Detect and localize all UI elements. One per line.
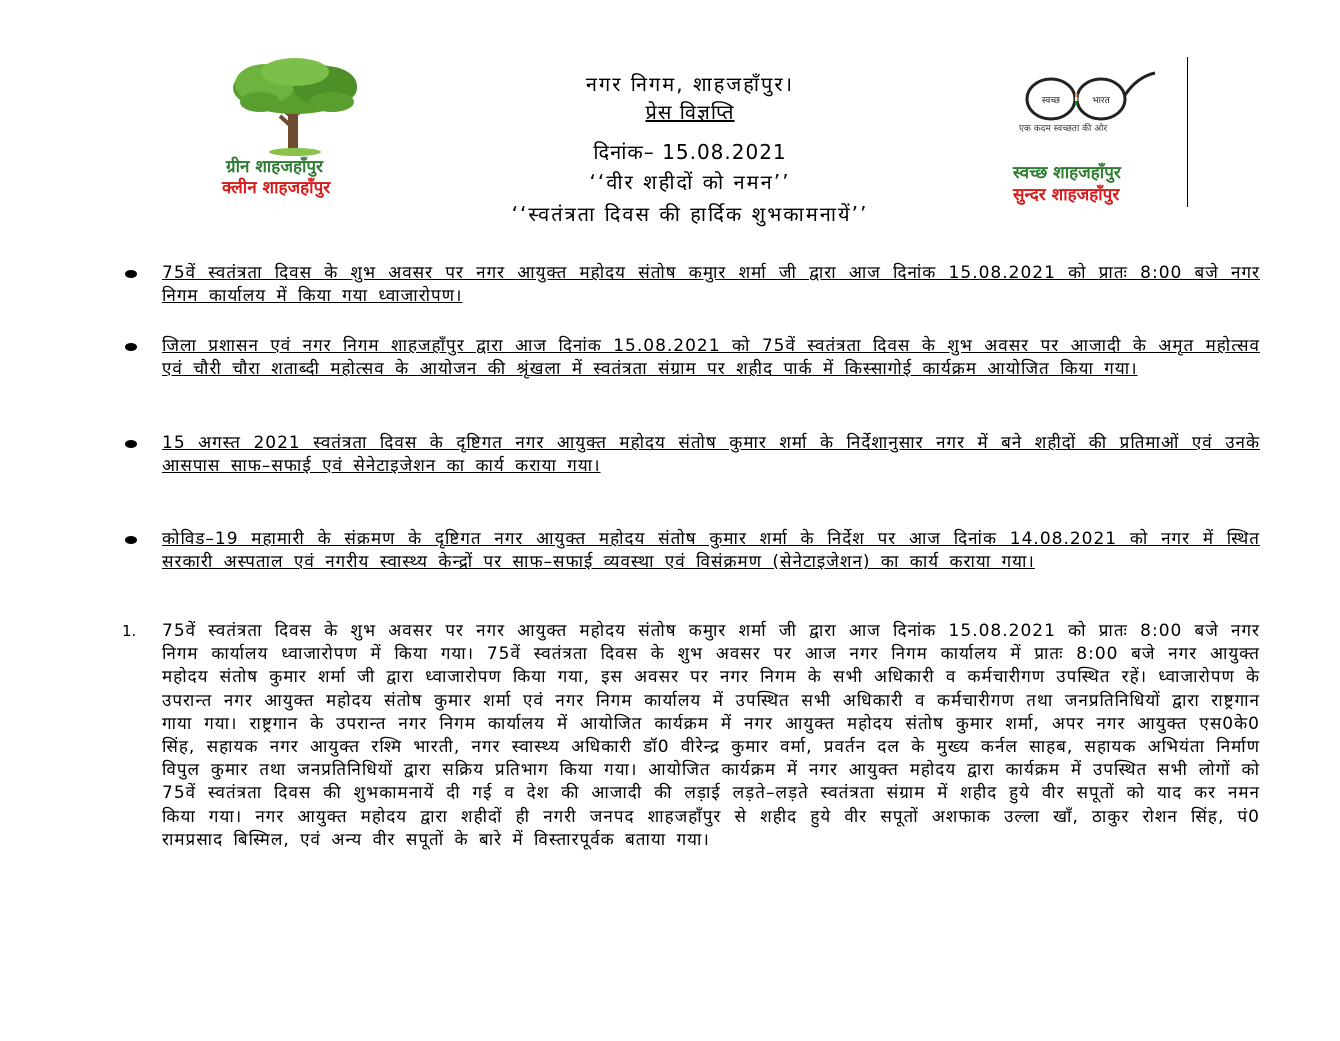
bullet-text: कोविड–19 महामारी के संक्रमण के दृष्टिगत नगर आयुक्त महोदय संतोष कुमार शर्मा के निर्देश पर आज दिनांक 14.08.2021 को नगर में स्थित सरकारी अस्पताल एवं नगरीय स्वास्थ्य केन्द्रों पर साफ–सफाई व्यवस्था एवं विसंक्रमण (सेनेटाइजेशन) का कार्य कराया गया।	[162, 529, 1260, 572]
right-logo-caption-2: सुन्दर शाहजहाँपुर	[1013, 185, 1120, 205]
bullet-dot	[125, 440, 137, 448]
right-logo-caption-1: स्वच्छ शाहजहाँपुर	[1013, 163, 1121, 183]
swachh-bharat-glasses-icon	[1017, 69, 1157, 125]
bullet-text: 75वें स्वतंत्रता दिवस के शुभ अवसर पर नगर आयुक्त महोदय संतोष कमुार शर्मा जी द्वारा आज दिनांक 15.08.2021 को प्रातः 8:00 बजे नगर निगम कार्यालय में किया गया ध्वाजारोपण।	[162, 263, 1260, 306]
slogan-greetings: ‘‘स्वतंत्रता दिवस की हार्दिक शुभकामनायें’’	[511, 202, 869, 226]
bullet-dot	[125, 343, 137, 351]
tree-icon	[220, 58, 370, 156]
swachh-bharat-logo	[1005, 65, 1185, 215]
bullet-text: जिला प्रशासन एवं नगर निगम शाहजहाँपुर द्वारा आज दिनांक 15.08.2021 को 75वें स्वतंत्रता दिवस के शुभ अवसर पर आजादी के अमृत महोत्सव एवं चौरी चौरा शताब्दी महोत्सव के आयोजन की श्रृंखला में स्वतंत्रता संग्राम पर शहीद पार्क में किस्सागोई कार्यक्रम आयोजित किया गया।	[162, 336, 1260, 379]
bullet-text: 15 अगस्त 2021 स्वतंत्रता दिवस के दृष्टिगत नगर आयुक्त महोदय संतोष कुमार शर्मा के निर्देशानुसार नगर में बने शहीदों की प्रतिमाओं एवं उनके आसपास साफ–सफाई एवं सेनेटाइजेशन का कार्य कराया गया।	[162, 433, 1260, 476]
lens-right-text: भारत	[1092, 96, 1110, 106]
header-block	[430, 70, 950, 227]
press-release-heading: प्रेस विज्ञप्ति	[645, 100, 735, 124]
bullet-dot	[125, 270, 137, 278]
green-shahjahanpur-logo	[200, 58, 400, 198]
bullet-dot	[125, 536, 137, 544]
bullet-item	[162, 528, 1260, 574]
header-divider	[1187, 57, 1188, 207]
lens-left-text: स्वच्छ	[1041, 96, 1061, 106]
org-title: नगर निगम, शाहजहाँपुर।	[585, 72, 795, 96]
paragraph-number: 1.	[122, 622, 137, 640]
bullet-item	[162, 335, 1260, 381]
bullet-item	[162, 432, 1260, 478]
date-line: दिनांक– 15.08.2021	[593, 140, 787, 164]
slogan-tribute: ‘‘वीर शहीदों को नमन’’	[589, 170, 791, 194]
detail-paragraph	[122, 620, 1260, 852]
left-logo-caption-1: ग्रीन शाहजहाँपुर	[226, 157, 323, 177]
left-logo-caption-2: क्लीन शाहजहाँपुर	[222, 178, 331, 198]
bullet-item	[162, 262, 1260, 308]
paragraph-text: 75वें स्वतंत्रता दिवस के शुभ अवसर पर नगर आयुक्त महोदय संतोष कमुार शर्मा जी द्वारा आज दिनांक 15.08.2021 को प्रातः 8:00 बजे नगर निगम कार्यालय ध्वाजारोपण में किया गया। 75वें स्वतंत्रता दिवस के शुभ अवसर पर आज नगर निगम कार्यालय में प्रातः 8:00 बजे नगर आयुक्त महोदय संतोष कुमार शर्मा जी द्वारा ध्वाजारोपण किया गया, इस अवसर पर नगर निगम के सभी अधिकारी व कर्मचारीगण उपस्थित रहें। ध्वाजारोपण के उपरान्त नगर आयुक्त महोदय संतोष कुमार शर्मा एवं नगर निगम कार्यालय में उपस्थित सभी अधिकारी व कर्मचारीगण तथा जनप्रतिनिधियों द्वारा राष्ट्रगान गाया गया। राष्ट्रगान के उपरान्त नगर निगम कार्यालय में आयोजित कार्यक्रम में नगर आयुक्त महोदय संतोष कुमार शर्मा, अपर नगर आयुक्त एस0के0 सिंह, सहायक नगर आयुक्त रश्मि भारती, नगर स्वास्थ्य अधिकारी डॉ0 वीरेन्द्र कुमार वर्मा, प्रवर्तन दल के मुख्य कर्नल साहब, सहायक अभियंता निर्माण विपुल कुमार तथा जनप्रतिनिधियों द्वारा सक्रिय प्रतिभाग किया गया। आयोजित कार्यक्रम में नगर आयुक्त महोदय द्वारा कार्यक्रम में उपस्थित सभी लोगों को 75वें स्वतंत्रता दिवस की शुभकामनायें दी गई व देश की आजादी की लड़ाई लड़ते–लड़ते स्वतंत्रता संग्राम में शहीद हुये वीर सपूतों को याद कर नमन किया गया। नगर आयुक्त महोदय द्वारा शहीदों ही नगरी जनपद शाहजहाँपुर से शहीद हुये वीर सपूतों अशफाक उल्ला खाँ, ठाकुर रोशन सिंह, पं0 रामप्रसाद बिस्मिल, एवं अन्य वीर सपूतों के बारे में विस्तारपूर्वक बताया गया।	[162, 621, 1260, 850]
swachh-tagline: एक कदम स्वच्छता की ओर	[1019, 124, 1108, 134]
